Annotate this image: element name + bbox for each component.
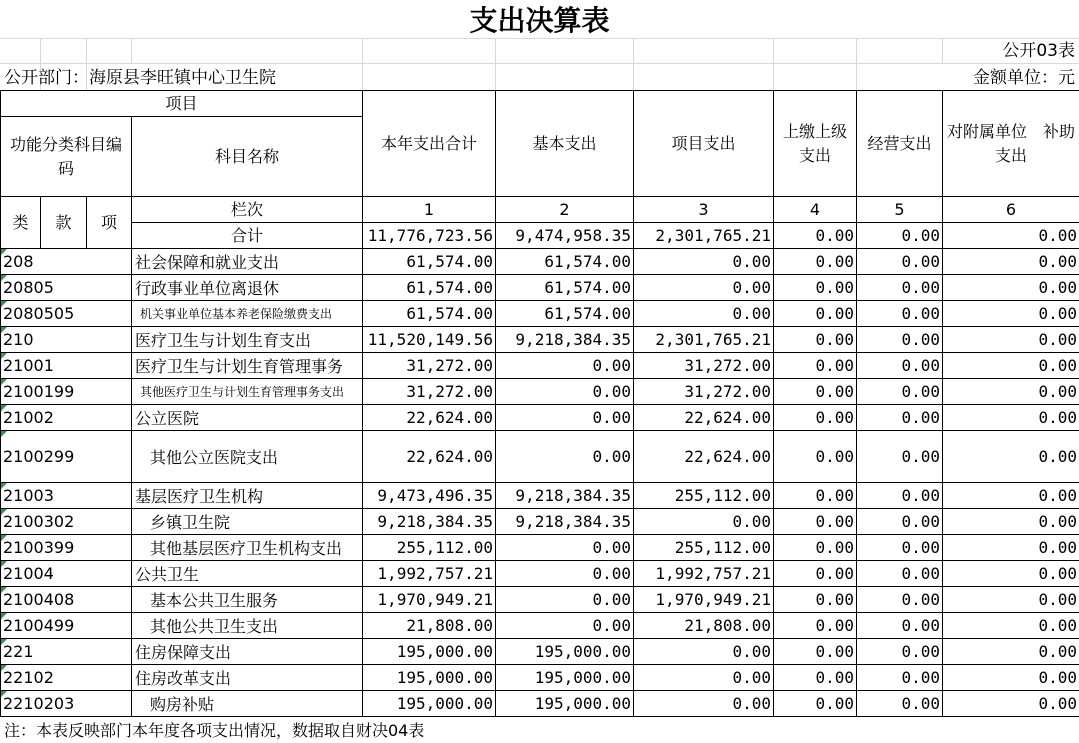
amount-cell: 255,112.00 [634,535,774,561]
amount-cell: 0.00 [943,561,1079,587]
column-number-4: 4 [774,197,857,223]
table-row [1,509,1079,535]
amount-cell: 0.00 [857,379,943,405]
amount-cell: 0.00 [857,613,943,639]
subject-code: 21002 [1,405,132,431]
amount-cell: 61,574.00 [363,275,496,301]
header-item: 项目 [1,91,363,117]
amount-cell: 61,574.00 [496,301,634,327]
amount-cell: 0.00 [857,275,943,301]
subject-code: 2100299 [1,431,132,483]
amount-cell: 22,624.00 [634,431,774,483]
subject-name: 机关事业单位基本养老保险缴费支出 [132,301,363,327]
header-subject-name: 科目名称 [132,117,363,197]
total-cell: 0.00 [943,223,1079,249]
subject-code: 2210203 [1,691,132,717]
expenditure-table [0,90,1079,717]
amount-cell: 0.00 [774,275,857,301]
amount-cell: 0.00 [857,483,943,509]
header-func-code: 功能分类科目编码 [1,117,132,197]
amount-cell: 0.00 [943,613,1079,639]
amount-cell: 195,000.00 [496,665,634,691]
form-number: 公开03表 [1002,41,1075,61]
amount-cell: 1,970,949.21 [634,587,774,613]
amount-cell: 255,112.00 [634,483,774,509]
table-row [1,379,1079,405]
subject-code: 208 [1,249,132,275]
subject-code: 2100408 [1,587,132,613]
subject-name: 医疗卫生与计划生育管理事务 [132,353,363,379]
amount-cell: 9,218,384.35 [363,509,496,535]
subject-code: 2100302 [1,509,132,535]
amount-cell: 0.00 [943,275,1079,301]
amount-cell: 11,520,149.56 [363,327,496,353]
amount-cell: 195,000.00 [363,639,496,665]
total-cell: 9,474,958.35 [496,223,634,249]
total-cell: 2,301,765.21 [634,223,774,249]
subject-code: 22102 [1,665,132,691]
amount-cell: 9,473,496.35 [363,483,496,509]
subject-code: 21001 [1,353,132,379]
subject-name: 基层医疗卫生机构 [132,483,363,509]
amount-cell: 0.00 [634,249,774,275]
amount-cell: 0.00 [943,379,1079,405]
page-title: 支出决算表 [469,4,610,37]
amount-cell: 0.00 [857,535,943,561]
amount-cell: 0.00 [496,353,634,379]
amount-cell: 0.00 [943,483,1079,509]
amount-cell: 22,624.00 [363,405,496,431]
subject-code: 221 [1,639,132,665]
subject-name: 住房保障支出 [132,639,363,665]
amount-cell: 0.00 [496,587,634,613]
amount-cell: 0.00 [634,275,774,301]
header-col-1: 本年支出合计 [363,91,496,197]
amount-cell: 0.00 [943,691,1079,717]
subject-name: 社会保障和就业支出 [132,249,363,275]
amount-cell: 0.00 [774,405,857,431]
amount-cell: 31,272.00 [634,353,774,379]
amount-cell: 0.00 [857,587,943,613]
amount-cell: 0.00 [496,613,634,639]
header-col-2: 基本支出 [496,91,634,197]
amount-cell: 255,112.00 [363,535,496,561]
table-row [1,301,1079,327]
column-number-2: 2 [496,197,634,223]
table-row [1,535,1079,561]
subject-name: 其他医疗卫生与计划生育管理事务支出 [132,379,363,405]
total-cell: 0.00 [857,223,943,249]
amount-cell: 0.00 [496,561,634,587]
subject-code: 21004 [1,561,132,587]
amount-cell: 0.00 [634,639,774,665]
total-cell: 11,776,723.56 [363,223,496,249]
table-row [1,431,1079,483]
amount-cell: 0.00 [774,561,857,587]
amount-cell: 9,218,384.35 [496,327,634,353]
amount-cell: 61,574.00 [496,249,634,275]
amount-cell: 0.00 [857,301,943,327]
column-number-1: 1 [363,197,496,223]
header-col-6: 对附属单位 补助支出 [943,91,1079,197]
column-number-6: 6 [943,197,1079,223]
amount-cell: 9,218,384.35 [496,509,634,535]
header-lei: 类 [1,197,41,249]
amount-cell: 0.00 [943,405,1079,431]
amount-cell: 0.00 [634,301,774,327]
table-row [1,275,1079,301]
amount-cell: 61,574.00 [363,301,496,327]
header-col-3: 项目支出 [634,91,774,197]
amount-cell: 0.00 [857,327,943,353]
table-row [1,249,1079,275]
amount-cell: 0.00 [857,249,943,275]
amount-cell: 0.00 [943,587,1079,613]
amount-cell: 195,000.00 [363,691,496,717]
subject-name: 购房补贴 [132,691,363,717]
amount-cell: 0.00 [774,483,857,509]
amount-cell: 0.00 [774,613,857,639]
subject-name: 其他公共卫生支出 [132,613,363,639]
amount-cell: 2,301,765.21 [634,327,774,353]
amount-cell: 0.00 [943,535,1079,561]
subject-name: 基本公共卫生服务 [132,587,363,613]
subject-code: 210 [1,327,132,353]
subject-name: 公立医院 [132,405,363,431]
amount-cell: 0.00 [774,639,857,665]
amount-cell: 0.00 [634,665,774,691]
table-row [1,327,1079,353]
amount-cell: 0.00 [774,431,857,483]
department-label: 公开部门：海原县李旺镇中心卫生院 [4,68,276,88]
amount-cell: 0.00 [774,535,857,561]
table-row [1,405,1079,431]
subject-name: 公共卫生 [132,561,363,587]
amount-cell: 195,000.00 [496,639,634,665]
subject-code: 2100499 [1,613,132,639]
table-row [1,613,1079,639]
amount-cell: 0.00 [774,665,857,691]
column-number-3: 3 [634,197,774,223]
amount-cell: 0.00 [857,353,943,379]
amount-cell: 0.00 [943,639,1079,665]
amount-cell: 0.00 [774,353,857,379]
table-row [1,691,1079,717]
footnote: 注：本表反映部门本年度各项支出情况，数据取自财决04表 [4,721,425,740]
table-row [1,353,1079,379]
amount-cell: 61,574.00 [496,275,634,301]
subject-code: 21003 [1,483,132,509]
amount-cell: 0.00 [857,431,943,483]
amount-cell: 0.00 [496,405,634,431]
subject-code: 20805 [1,275,132,301]
amount-cell: 0.00 [857,691,943,717]
amount-cell: 0.00 [634,691,774,717]
amount-cell: 61,574.00 [363,249,496,275]
amount-cell: 0.00 [496,535,634,561]
amount-cell: 195,000.00 [496,691,634,717]
amount-cell: 0.00 [943,353,1079,379]
amount-cell: 0.00 [496,431,634,483]
amount-cell: 0.00 [943,665,1079,691]
amount-cell: 31,272.00 [363,353,496,379]
amount-cell: 1,992,757.21 [363,561,496,587]
header-xiang: 项 [87,197,132,249]
subject-name: 行政事业单位离退休 [132,275,363,301]
amount-cell: 0.00 [774,249,857,275]
subject-code: 2080505 [1,301,132,327]
amount-cell: 9,218,384.35 [496,483,634,509]
table-row [1,561,1079,587]
amount-cell: 22,624.00 [634,405,774,431]
amount-cell: 21,808.00 [634,613,774,639]
amount-cell: 0.00 [943,301,1079,327]
header-col-4: 上缴上级支出 [774,91,857,197]
amount-cell: 0.00 [943,431,1079,483]
amount-cell: 0.00 [774,301,857,327]
amount-cell: 0.00 [857,665,943,691]
amount-cell: 0.00 [774,691,857,717]
header-col-5: 经营支出 [857,91,943,197]
amount-cell: 1,970,949.21 [363,587,496,613]
amount-cell: 0.00 [943,509,1079,535]
amount-cell: 0.00 [634,509,774,535]
table-row [1,483,1079,509]
amount-cell: 0.00 [857,509,943,535]
amount-cell: 22,624.00 [363,431,496,483]
amount-unit: 金额单位：元 [973,68,1075,88]
subject-name: 住房改革支出 [132,665,363,691]
subject-name: 其他基层医疗卫生机构支出 [132,535,363,561]
subject-name: 医疗卫生与计划生育支出 [132,327,363,353]
amount-cell: 0.00 [857,561,943,587]
amount-cell: 21,808.00 [363,613,496,639]
subject-name: 其他公立医院支出 [132,431,363,483]
amount-cell: 0.00 [496,379,634,405]
amount-cell: 31,272.00 [363,379,496,405]
table-row [1,587,1079,613]
total-cell: 0.00 [774,223,857,249]
amount-cell: 0.00 [857,405,943,431]
table-row [1,665,1079,691]
subject-name: 乡镇卫生院 [132,509,363,535]
table-row [1,639,1079,665]
amount-cell: 31,272.00 [634,379,774,405]
header-kuan: 款 [41,197,87,249]
amount-cell: 0.00 [857,639,943,665]
subject-code: 2100399 [1,535,132,561]
header-column-no: 栏次 [132,197,363,223]
total-label: 合计 [132,223,363,249]
amount-cell: 1,992,757.21 [634,561,774,587]
amount-cell: 0.00 [943,327,1079,353]
amount-cell: 0.00 [774,509,857,535]
column-number-5: 5 [857,197,943,223]
amount-cell: 195,000.00 [363,665,496,691]
amount-cell: 0.00 [943,249,1079,275]
amount-cell: 0.00 [774,379,857,405]
amount-cell: 0.00 [774,587,857,613]
subject-code: 2100199 [1,379,132,405]
amount-cell: 0.00 [774,327,857,353]
